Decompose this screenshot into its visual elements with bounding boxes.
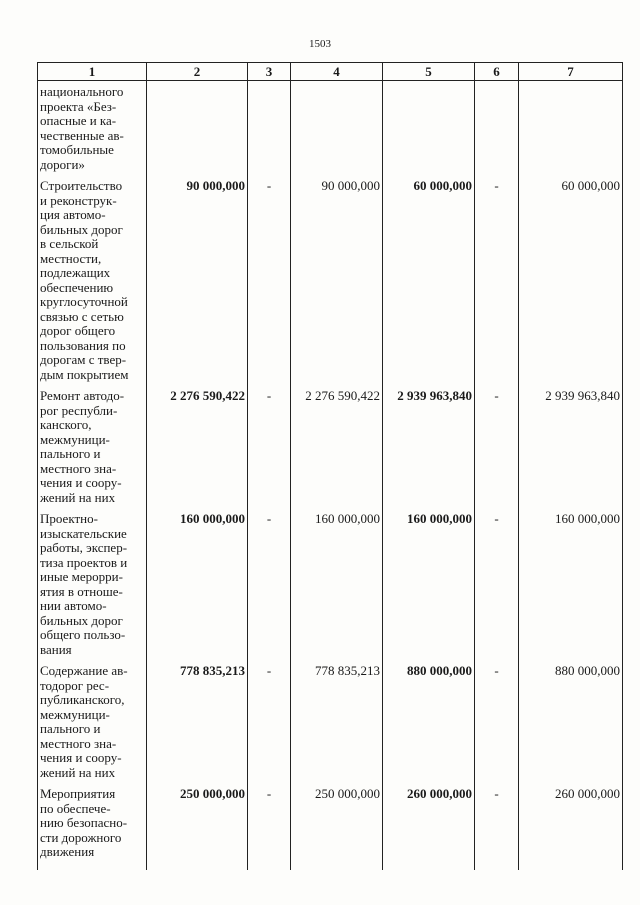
- row-name-line: Содержание ав-: [40, 663, 128, 678]
- row-name-line: в сельской: [40, 236, 99, 251]
- row-name-cell: [38, 382, 147, 505]
- row-name-line: местного зна-: [40, 460, 117, 476]
- row-name-line: движения: [40, 844, 95, 859]
- table-row: [38, 780, 623, 870]
- federal-funds-2023-cell: [248, 81, 291, 173]
- row-name-line: нии автомо-: [40, 598, 107, 613]
- table-row: [38, 81, 623, 173]
- federal-funds-2024-cell: -: [475, 780, 519, 870]
- row-name-line: Строительство: [40, 178, 123, 193]
- row-name-line: межмуници-: [40, 431, 110, 447]
- regional-funds-2023-cell: 250 000,000: [291, 780, 383, 870]
- amount-2023-total-cell: [147, 81, 248, 173]
- amount-2023-total-cell: 160 000,000: [147, 505, 248, 657]
- amount-2024-total-cell: 60 000,000: [383, 172, 475, 382]
- federal-funds-2023-cell: -: [248, 382, 291, 505]
- row-name-line: дорогам с твер-: [40, 352, 127, 367]
- row-name-line: Ремонт автодо-: [40, 388, 125, 403]
- federal-funds-2024-cell: [475, 81, 519, 173]
- page-number: 1503: [309, 38, 331, 50]
- amount-2023-total-cell: 250 000,000: [147, 780, 248, 870]
- regional-funds-2023-cell: 778 835,213: [291, 657, 383, 780]
- row-name-line: связью с сетью: [40, 308, 124, 324]
- row-name-line: национального: [40, 84, 124, 99]
- row-name-line: пального и: [40, 446, 101, 461]
- row-name-line: томобильные: [40, 142, 114, 157]
- table-row: [38, 657, 623, 780]
- amount-2024-total-cell: 880 000,000: [383, 657, 475, 780]
- regional-funds-2024-cell: 2 939 963,840: [519, 382, 623, 505]
- row-name-line: чения и соору-: [40, 750, 122, 765]
- row-name-line: пользования по: [40, 337, 126, 353]
- regional-funds-2023-cell: [291, 81, 383, 173]
- row-name-line: чественные ав-: [40, 127, 124, 143]
- amount-2023-total-cell: 778 835,213: [147, 657, 248, 780]
- federal-funds-2024-cell: -: [475, 382, 519, 505]
- federal-funds-2024-cell: -: [475, 505, 519, 657]
- row-name-cell: [38, 505, 147, 657]
- federal-funds-2023-cell: -: [248, 780, 291, 870]
- row-name-line: Проектно-: [40, 511, 98, 526]
- header-col-6: 6: [475, 63, 519, 81]
- header-row: [38, 63, 623, 81]
- table-row: [38, 172, 623, 382]
- row-name-line: публиканского,: [40, 692, 125, 707]
- row-name-line: тиза проектов и: [40, 554, 128, 570]
- row-name-cell: [38, 657, 147, 780]
- regional-funds-2024-cell: 880 000,000: [519, 657, 623, 780]
- budget-table-container: [37, 62, 622, 870]
- row-name-line: дорог общего: [40, 323, 116, 338]
- row-name-line: межмуници-: [40, 706, 110, 722]
- row-name-line: изыскательские: [40, 525, 127, 541]
- header-col-4: 4: [291, 63, 383, 81]
- row-name-line: круглосуточной: [40, 294, 128, 309]
- row-name-line: нию безопасно-: [40, 815, 128, 830]
- header-col-1: 1: [38, 63, 147, 81]
- row-name-line: вания: [40, 641, 72, 657]
- regional-funds-2023-cell: 2 276 590,422: [291, 382, 383, 505]
- amount-2023-total-cell: 2 276 590,422: [147, 382, 248, 505]
- federal-funds-2023-cell: -: [248, 657, 291, 780]
- row-name-line: обеспечению: [40, 279, 114, 295]
- regional-funds-2023-cell: 90 000,000: [291, 172, 383, 382]
- header-col-5: 5: [383, 63, 475, 81]
- row-name-line: Мероприятия: [40, 786, 116, 801]
- federal-funds-2024-cell: -: [475, 172, 519, 382]
- amount-2024-total-cell: 160 000,000: [383, 505, 475, 657]
- amount-2023-total-cell: 90 000,000: [147, 172, 248, 382]
- regional-funds-2024-cell: [519, 81, 623, 173]
- row-name-line: по обеспече-: [40, 800, 111, 816]
- amount-2024-total-cell: 260 000,000: [383, 780, 475, 870]
- row-name-line: жений на них: [40, 764, 116, 780]
- row-name-line: и реконструк-: [40, 192, 117, 208]
- amount-2024-total-cell: [383, 81, 475, 173]
- row-name-line: бильных дорог: [40, 612, 123, 628]
- row-name-line: пального и: [40, 721, 101, 736]
- regional-funds-2023-cell: 160 000,000: [291, 505, 383, 657]
- row-name-line: работы, экспер-: [40, 540, 128, 555]
- row-name-line: ятия в отноше-: [40, 583, 123, 599]
- header-col-2: 2: [147, 63, 248, 81]
- header-col-3: 3: [248, 63, 291, 81]
- federal-funds-2023-cell: -: [248, 505, 291, 657]
- row-name-line: ция автомо-: [40, 207, 106, 222]
- row-name-line: подлежащих: [40, 265, 111, 280]
- row-name-line: чения и соору-: [40, 475, 122, 490]
- row-name-line: канского,: [40, 417, 92, 432]
- table-row: [38, 505, 623, 657]
- row-name-cell: [38, 780, 147, 870]
- row-name-line: местности,: [40, 250, 102, 266]
- regional-funds-2024-cell: 260 000,000: [519, 780, 623, 870]
- table-body: [38, 81, 623, 871]
- regional-funds-2024-cell: 60 000,000: [519, 172, 623, 382]
- row-name-line: опасные и ка-: [40, 113, 117, 128]
- row-name-line: дороги»: [40, 156, 85, 172]
- row-name-cell: [38, 81, 147, 173]
- row-name-cell: [38, 172, 147, 382]
- federal-funds-2024-cell: -: [475, 657, 519, 780]
- row-name-line: иные мероpри-: [40, 569, 123, 584]
- row-name-line: дым покрытием: [40, 366, 129, 382]
- row-name-line: жений на них: [40, 489, 116, 505]
- budget-table: [37, 62, 623, 870]
- federal-funds-2023-cell: -: [248, 172, 291, 382]
- row-name-line: бильных дорог: [40, 221, 123, 237]
- row-name-line: местного зна-: [40, 735, 117, 751]
- row-name-line: сти дорожного: [40, 829, 122, 845]
- row-name-line: проекта «Без-: [40, 98, 117, 114]
- regional-funds-2024-cell: 160 000,000: [519, 505, 623, 657]
- header-col-7: 7: [519, 63, 623, 81]
- table-row: [38, 382, 623, 505]
- row-name-line: общего пользо-: [40, 627, 126, 642]
- row-name-line: рог республи-: [40, 402, 118, 418]
- amount-2024-total-cell: 2 939 963,840: [383, 382, 475, 505]
- row-name-line: тодорог рес-: [40, 677, 110, 693]
